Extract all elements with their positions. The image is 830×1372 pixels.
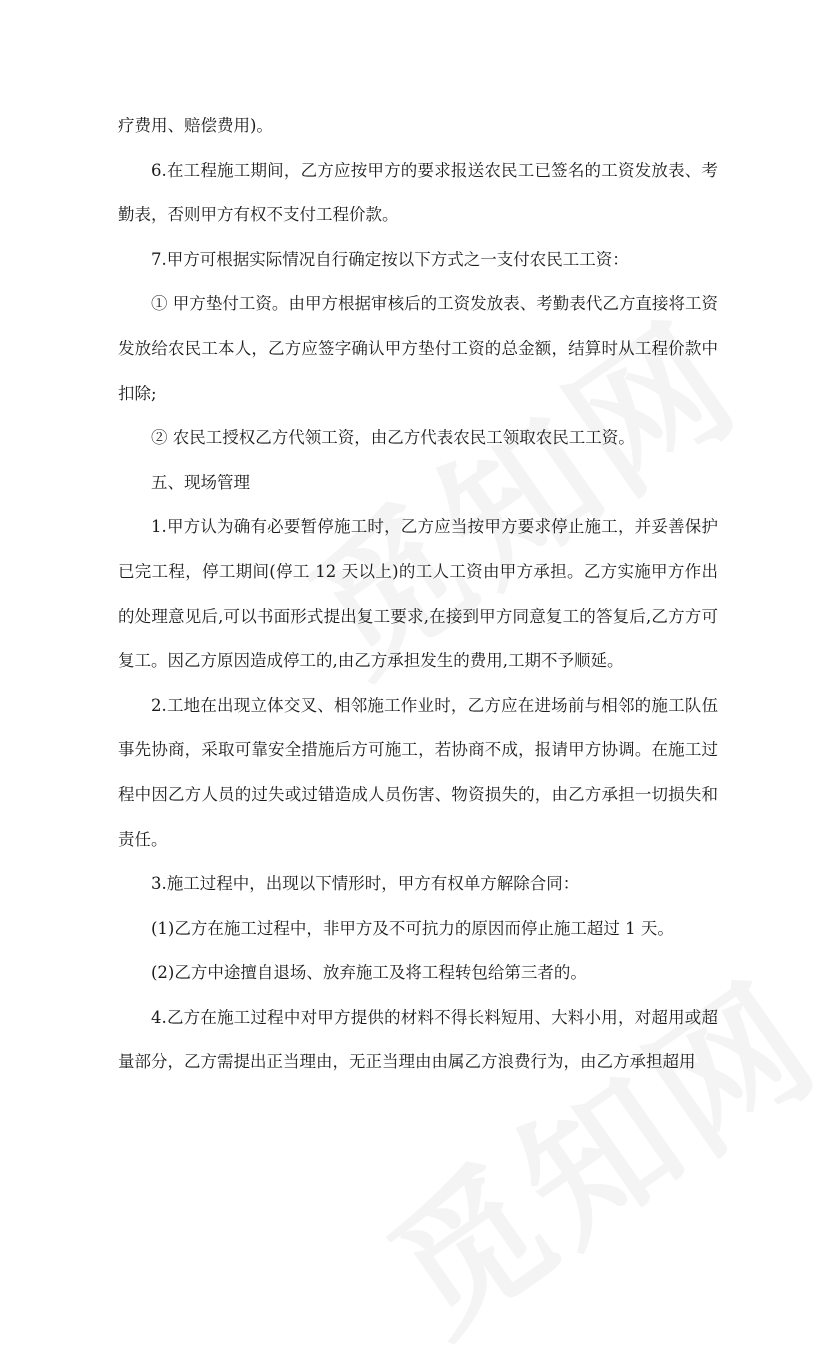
paragraph-section5-clause-4: 4.乙方在施工过程中对甲方提供的材料不得长料短用、大料小用，对超用或超量部分，乙方需提出正当理由，无正当理由由属乙方浪费行为，由乙方承担超用	[118, 1007, 718, 1072]
section-heading-site-management: 五、现场管理	[151, 472, 250, 492]
paragraph-option-1: ① 甲方垫付工资。由甲方根据审核后的工资发放表、考勤表代乙方直接将工资发放给农民工本人，乙方应签字确认甲方垫付工资的总金额，结算时从工程价款中扣除;	[118, 294, 718, 403]
document-body	[118, 104, 718, 1085]
paragraph-section5-clause-2: 2.工地在出现立体交叉、相邻施工作业时，乙方应在进场前与相邻的施工队伍事先协商，采取可靠安全措施后方可施工，若协商不成，报请甲方协调。在施工过程中因乙方人员的过失或过错造成人员伤害、物资损失的，由乙方承担一切损失和责任。	[118, 695, 718, 849]
paragraph-sub-item-1: (1)乙方在施工过程中，非甲方及不可抗力的原因而停止施工超过 1 天。	[151, 918, 674, 938]
paragraph-sub-item-2: (2)乙方中途擅自退场、放弃施工及将工程转包给第三者的。	[151, 963, 587, 983]
paragraph-clause-6: 6.在工程施工期间，乙方应按甲方的要求报送农民工已签名的工资发放表、考勤表，否则甲方有权不支付工程价款。	[118, 160, 718, 225]
paragraph-section5-clause-1: 1.甲方认为确有必要暂停施工时，乙方应当按甲方要求停止施工，并妥善保护已完工程，停工期间(停工 12 天以上)的工人工资由甲方承担。乙方实施甲方作出的处理意见后,可以书面形式提出复工要求,在接到甲方同意复工的答复后,乙方方可复工。因乙方原因造成停工的,由乙方承担发生的费用,工期不予顺延。	[118, 517, 718, 671]
paragraph-option-2: ② 农民工授权乙方代领工资，由乙方代表农民工领取农民工工资。	[151, 428, 635, 448]
paragraph-continuation: 疗费用、赔偿费用)。	[118, 116, 273, 135]
paragraph-section5-clause-3: 3.施工过程中，出现以下情形时，甲方有权单方解除合同：	[151, 874, 580, 894]
paragraph-clause-7: 7.甲方可根据实际情况自行确定按以下方式之一支付农民工工资：	[151, 249, 629, 269]
